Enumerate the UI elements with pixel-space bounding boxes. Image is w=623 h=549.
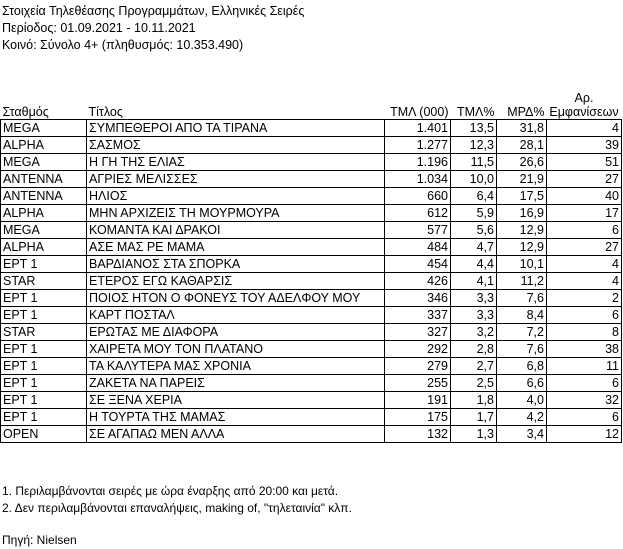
cell-mrd-pct: 17,5 (497, 188, 547, 205)
cell-title: ΣΥΜΠΕΘΕΡΟΙ ΑΠΟ ΤΑ ΤΙΡΑΝΑ (87, 120, 385, 137)
cell-tml-pct: 5,9 (451, 205, 497, 222)
cell-title: ΣΕ ΑΓΑΠΑΩ ΜΕΝ ΑΛΛΑ (87, 426, 385, 443)
cell-title: ΖΑΚΕΤΑ ΝΑ ΠΑΡΕΙΣ (87, 375, 385, 392)
cell-mrd-pct: 12,9 (497, 222, 547, 239)
cell-appearances: 8 (547, 324, 622, 341)
col-header-tml: ΤΜΛ (000) (390, 105, 449, 119)
cell-station: OPEN (1, 426, 87, 443)
cell-mrd-pct: 28,1 (497, 137, 547, 154)
cell-tml-pct: 1,3 (451, 426, 497, 443)
cell-tml: 577 (385, 222, 451, 239)
table-row (1, 222, 622, 239)
cell-station: ANTENNA (1, 188, 87, 205)
cell-tml-pct: 1,8 (451, 392, 497, 409)
cell-station: MEGA (1, 120, 87, 137)
cell-station: STAR (1, 273, 87, 290)
cell-appearances: 40 (547, 188, 622, 205)
cell-station: ANTENNA (1, 171, 87, 188)
table-row (1, 341, 622, 358)
cell-tml: 279 (385, 358, 451, 375)
cell-tml: 327 (385, 324, 451, 341)
cell-title: ΑΓΡΙΕΣ ΜΕΛΙΣΣΕΣ (87, 171, 385, 188)
table-row (1, 120, 622, 137)
cell-tml-pct: 12,3 (451, 137, 497, 154)
cell-appearances: 12 (547, 426, 622, 443)
cell-tml: 1.196 (385, 154, 451, 171)
cell-title: ΠΟΙΟΣ ΗΤΟΝ Ο ΦΟΝΕΥΣ ΤΟΥ ΑΔΕΛΦΟΥ ΜΟΥ (87, 290, 385, 307)
cell-appearances: 27 (547, 239, 622, 256)
cell-title: ΚΑΡΤ ΠΟΣΤΑΛ (87, 307, 385, 324)
col-header-appearances-line1: Αρ. (574, 91, 594, 105)
cell-tml-pct: 13,5 (451, 120, 497, 137)
table-row (1, 392, 622, 409)
cell-title: ΤΑ ΚΑΛΥΤΕΡΑ ΜΑΣ ΧΡΟΝΙΑ (87, 358, 385, 375)
table-row (1, 324, 622, 341)
cell-station: EPT 1 (1, 307, 87, 324)
cell-station: EPT 1 (1, 358, 87, 375)
cell-tml: 292 (385, 341, 451, 358)
cell-tml-pct: 3,2 (451, 324, 497, 341)
cell-station: EPT 1 (1, 256, 87, 273)
col-header-mrd-pct: ΜΡΔ% (507, 105, 545, 119)
col-header-title: Τίτλος (88, 105, 123, 119)
cell-station: ALPHA (1, 205, 87, 222)
cell-tml: 454 (385, 256, 451, 273)
cell-mrd-pct: 7,6 (497, 290, 547, 307)
cell-tml: 1.401 (385, 120, 451, 137)
table-row (1, 307, 622, 324)
cell-title: Η ΤΟΥΡΤΑ ΤΗΣ ΜΑΜΑΣ (87, 409, 385, 426)
cell-appearances: 32 (547, 392, 622, 409)
cell-appearances: 51 (547, 154, 622, 171)
cell-station: EPT 1 (1, 341, 87, 358)
table-row (1, 375, 622, 392)
cell-tml: 346 (385, 290, 451, 307)
cell-station: EPT 1 (1, 409, 87, 426)
report-period: Περίοδος: 01.09.2021 - 10.11.2021 (2, 21, 196, 35)
cell-appearances: 6 (547, 222, 622, 239)
cell-title: ΕΡΩΤΑΣ ΜΕ ΔΙΑΦΟΡΑ (87, 324, 385, 341)
cell-appearances: 4 (547, 120, 622, 137)
cell-appearances: 6 (547, 409, 622, 426)
cell-station: ALPHA (1, 137, 87, 154)
cell-tml-pct: 10,0 (451, 171, 497, 188)
cell-tml: 1.034 (385, 171, 451, 188)
table-row (1, 409, 622, 426)
cell-mrd-pct: 4,0 (497, 392, 547, 409)
cell-appearances: 39 (547, 137, 622, 154)
cell-tml-pct: 2,8 (451, 341, 497, 358)
cell-appearances: 17 (547, 205, 622, 222)
col-header-appearances-line2: Εμφανίσεων (549, 105, 619, 119)
cell-tml-pct: 3,3 (451, 307, 497, 324)
ratings-table (0, 87, 622, 443)
table-row (1, 256, 622, 273)
cell-station: EPT 1 (1, 290, 87, 307)
table-row (1, 205, 622, 222)
cell-mrd-pct: 6,6 (497, 375, 547, 392)
table-row (1, 171, 622, 188)
cell-title: ΚΟΜΑΝΤΑ ΚΑΙ ΔΡΑΚΟΙ (87, 222, 385, 239)
cell-tml: 255 (385, 375, 451, 392)
cell-mrd-pct: 6,8 (497, 358, 547, 375)
table-row (1, 188, 622, 205)
cell-station: STAR (1, 324, 87, 341)
source-note: Πηγή: Nielsen (2, 533, 77, 547)
cell-tml-pct: 2,7 (451, 358, 497, 375)
report-audience: Κοινό: Σύνολο 4+ (πληθυσμός: 10.353.490) (2, 38, 244, 52)
cell-title: ΑΣΕ ΜΑΣ ΡΕ ΜΑΜΑ (87, 239, 385, 256)
cell-tml: 484 (385, 239, 451, 256)
table-row (1, 154, 622, 171)
cell-tml-pct: 5,6 (451, 222, 497, 239)
cell-tml: 191 (385, 392, 451, 409)
cell-mrd-pct: 11,2 (497, 273, 547, 290)
report-title: Στοιχεία Τηλεθέασης Προγραμμάτων, Ελληνικές Σειρές (2, 4, 305, 18)
cell-title: ΧΑΙΡΕΤΑ ΜΟΥ ΤΟΝ ΠΛΑΤΑΝΟ (87, 341, 385, 358)
table-row (1, 358, 622, 375)
cell-mrd-pct: 16,9 (497, 205, 547, 222)
cell-title: ΗΛΙΟΣ (87, 188, 385, 205)
cell-title: ΣΑΣΜΟΣ (87, 137, 385, 154)
cell-appearances: 38 (547, 341, 622, 358)
cell-appearances: 27 (547, 171, 622, 188)
cell-mrd-pct: 31,8 (497, 120, 547, 137)
cell-station: MEGA (1, 222, 87, 239)
col-header-tml-pct: ΤΜΛ% (456, 105, 495, 119)
cell-tml: 660 (385, 188, 451, 205)
cell-mrd-pct: 26,6 (497, 154, 547, 171)
cell-appearances: 11 (547, 358, 622, 375)
cell-appearances: 4 (547, 256, 622, 273)
cell-mrd-pct: 3,4 (497, 426, 547, 443)
cell-station: EPT 1 (1, 375, 87, 392)
footnote-1: 1. Περιλαμβάνονται σειρές με ώρα έναρξης από 20:00 και μετά. (2, 484, 339, 498)
cell-appearances: 6 (547, 375, 622, 392)
cell-tml: 132 (385, 426, 451, 443)
cell-tml: 337 (385, 307, 451, 324)
cell-tml: 612 (385, 205, 451, 222)
col-header-station: Σταθμός (2, 105, 49, 119)
cell-mrd-pct: 7,2 (497, 324, 547, 341)
cell-station: ALPHA (1, 239, 87, 256)
cell-mrd-pct: 10,1 (497, 256, 547, 273)
table-row (1, 290, 622, 307)
cell-tml-pct: 4,1 (451, 273, 497, 290)
cell-tml-pct: 3,3 (451, 290, 497, 307)
footnote-2: 2. Δεν περιλαμβάνονται επαναλήψεις, making of, "τηλεταινία" κλπ. (2, 501, 352, 515)
col-header-appearances (547, 87, 622, 120)
cell-tml-pct: 4,7 (451, 239, 497, 256)
cell-tml: 426 (385, 273, 451, 290)
table-row (1, 426, 622, 443)
cell-title: Η ΓΗ ΤΗΣ ΕΛΙΑΣ (87, 154, 385, 171)
cell-tml-pct: 4,4 (451, 256, 497, 273)
cell-mrd-pct: 12,9 (497, 239, 547, 256)
cell-appearances: 4 (547, 273, 622, 290)
cell-station: MEGA (1, 154, 87, 171)
cell-mrd-pct: 7,6 (497, 341, 547, 358)
cell-mrd-pct: 21,9 (497, 171, 547, 188)
cell-tml-pct: 11,5 (451, 154, 497, 171)
table-row (1, 137, 622, 154)
cell-title: ΜΗΝ ΑΡΧΙΖΕΙΣ ΤΗ ΜΟΥΡΜΟΥΡΑ (87, 205, 385, 222)
table-row (1, 273, 622, 290)
cell-appearances: 2 (547, 290, 622, 307)
cell-tml: 175 (385, 409, 451, 426)
cell-station: EPT 1 (1, 392, 87, 409)
cell-mrd-pct: 8,4 (497, 307, 547, 324)
cell-title: ΣΕ ΞΕΝΑ ΧΕΡΙΑ (87, 392, 385, 409)
cell-title: ΒΑΡΔΙΑΝΟΣ ΣΤΑ ΣΠΟΡΚΑ (87, 256, 385, 273)
cell-tml-pct: 1,7 (451, 409, 497, 426)
cell-tml-pct: 2,5 (451, 375, 497, 392)
table-row (1, 239, 622, 256)
cell-title: ΕΤΕΡΟΣ ΕΓΩ ΚΑΘΑΡΣΙΣ (87, 273, 385, 290)
cell-tml: 1.277 (385, 137, 451, 154)
cell-appearances: 6 (547, 307, 622, 324)
cell-tml-pct: 6,4 (451, 188, 497, 205)
table-header-row (1, 87, 622, 120)
cell-mrd-pct: 4,2 (497, 409, 547, 426)
